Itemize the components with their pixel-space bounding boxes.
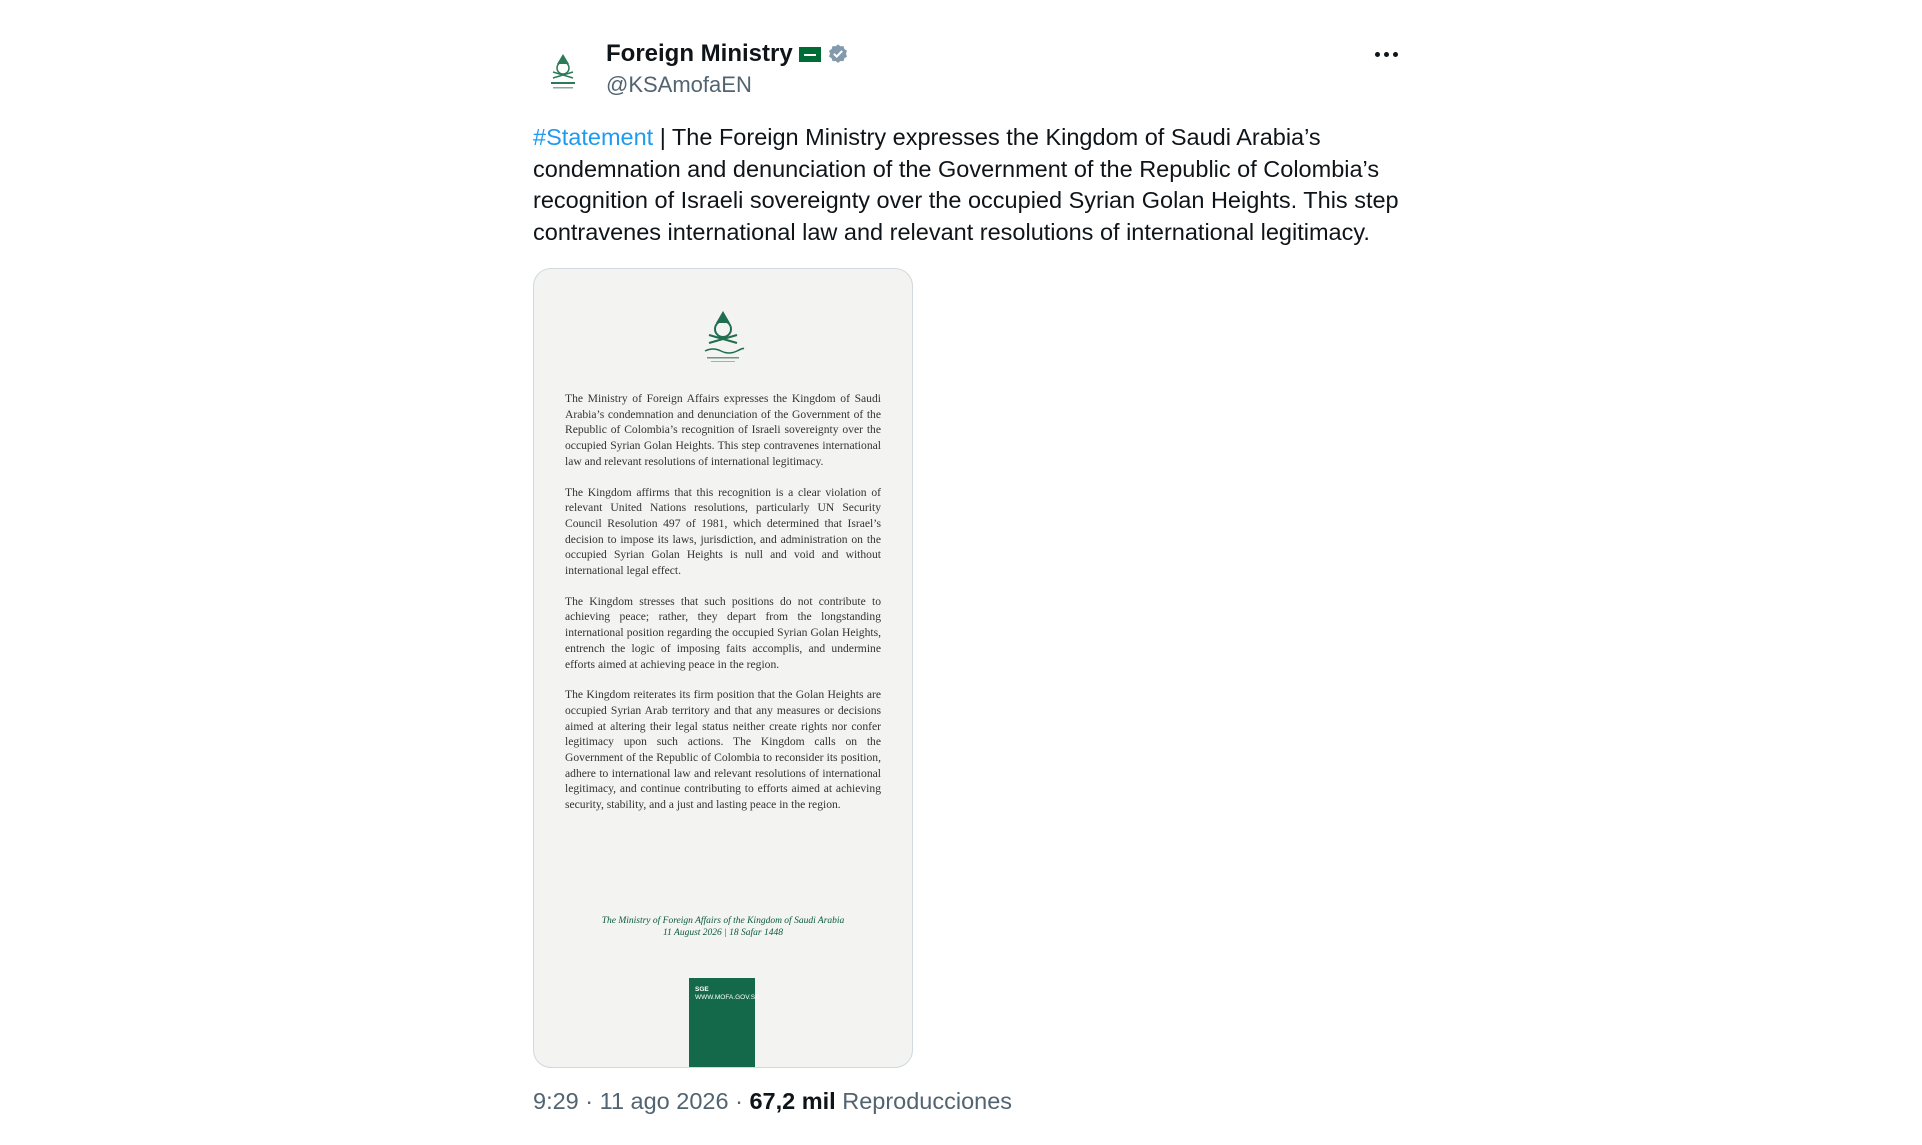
footer-url: WWW.MOFA.GOV.SA: [695, 994, 760, 1001]
tweet-image[interactable]: [533, 268, 913, 1068]
tweet-text-body: | The Foreign Ministry expresses the Kingdom of Saudi Arabia’s condemnation and denunciation of the Government of the Republic of Colombia’s recognition of Israeli sovereignty over the occupied Syrian Golan Heights. This step contravenes international law and relevant resolutions of international legitimacy.: [533, 124, 1399, 245]
author-names: [606, 38, 849, 98]
statement-paragraph: The Kingdom reiterates its firm position that the Golan Heights are occupied Syrian Arab territory and that any measures or decisions aimed at altering their legal status neither create rights nor confer legitimacy upon such actions. The Kingdom calls on the Government of the Republic of Colombia to reconsider its position, adhere to international law and relevant resolutions of international legitimacy, and continue contributing to efforts aimed at achieving security, stability, and a just and lasting peace in the region.: [565, 688, 881, 812]
verified-badge-icon[interactable]: [827, 43, 849, 65]
display-name[interactable]: Foreign Ministry: [606, 40, 793, 67]
statement-paragraph: The Kingdom stresses that such positions do not contribute to achieving peace; rather, they depart from the longstanding international position regarding the occupied Syrian Golan Heights, entrench the logic of imposing faits accomplis, and undermine efforts aimed at achieving peace in the region.: [565, 594, 881, 671]
saudi-flag-icon: [799, 47, 821, 62]
statement-paragraph: The Ministry of Foreign Affairs expresses the Kingdom of Saudi Arabia’s condemnation and denunciation of the Government of the Republic of Colombia’s recognition of Israeli sovereignty over the occupied Syrian Golan Heights. This step contravenes international law and relevant resolutions of international legitimacy.: [565, 392, 881, 468]
handle[interactable]: @KSAmofaEN: [606, 72, 752, 97]
tweet: [533, 28, 1403, 1115]
timestamp[interactable]: 9:29 · 11 ago 2026 ·: [533, 1088, 750, 1114]
ministry-emblem-icon: [693, 309, 753, 365]
tweet-meta: [533, 1088, 1403, 1115]
document-signature: [565, 915, 881, 939]
dot: [1384, 52, 1389, 57]
footer-logo-text: SGE: [695, 986, 709, 993]
dot: [1375, 52, 1380, 57]
views-label: Reproducciones: [842, 1088, 1013, 1114]
hashtag-link[interactable]: #Statement: [533, 124, 654, 150]
signature-date: 11 August 2026 | 18 Safar 1448: [663, 928, 783, 938]
tweet-text: [533, 122, 1403, 248]
dot: [1393, 52, 1398, 57]
tweet-header: [533, 28, 1403, 108]
ministry-emblem-icon: [543, 50, 583, 94]
statement-document: [565, 391, 881, 828]
more-options-button[interactable]: [1369, 42, 1403, 66]
signature-line: The Ministry of Foreign Affairs of the Kingdom of Saudi Arabia: [601, 916, 845, 926]
views-count: 67,2 mil: [749, 1088, 836, 1114]
avatar[interactable]: [533, 42, 593, 102]
document-footer-block: [689, 978, 760, 1067]
statement-paragraph: The Kingdom affirms that this recognition is a clear violation of relevant United Nations resolutions, particularly UN Security Council Resolution 497 of 1981, which determined that Israel’s decision to impose its laws, jurisdiction, and administration on the occupied Syrian Golan Heights is null and void and without international legal effect.: [565, 485, 881, 578]
